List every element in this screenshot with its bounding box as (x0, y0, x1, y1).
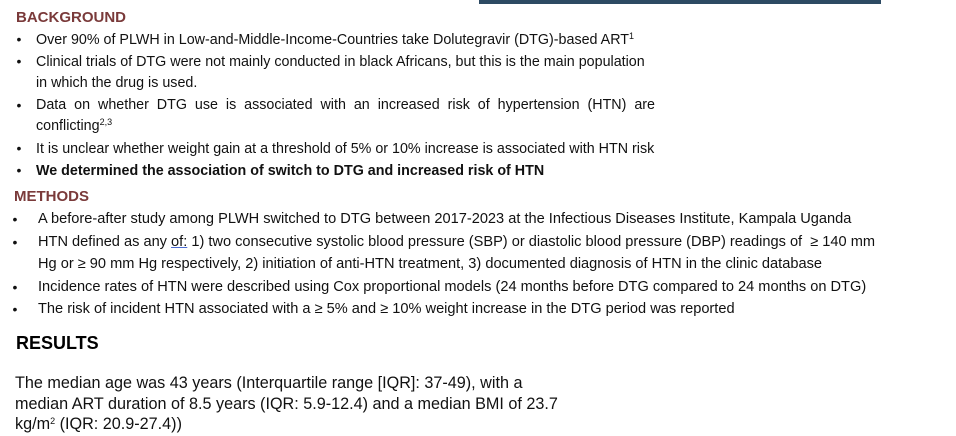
methods-heading: METHODS (14, 188, 89, 205)
bullet-text: Over 90% of PLWH in Low-and-Middle-Income-Countries take Dolutegravir (DTG)-based ART (36, 32, 630, 48)
results-line: The median age was 43 years (Interquartile range [IQR]: 37-49), with a (15, 374, 523, 392)
methods-bullet-2-cont (38, 254, 822, 276)
methods-bullet-1 (38, 209, 851, 231)
results-text: kg/m (15, 415, 51, 433)
bullet-text: Incidence rates of HTN were described using Cox proportional models (24 months before DTG compared to 24 months on DTG) (38, 279, 867, 295)
bullet-text: We determined the association of switch to DTG and increased risk of HTN (36, 163, 545, 179)
bullet-text: Clinical trials of DTG were not mainly conducted in black Africans, but this is the main population (36, 54, 645, 70)
bullet-text: It is unclear whether weight gain at a threshold of 5% or 10% increase is associated with HTN risk (36, 141, 655, 157)
results-line: median ART duration of 8.5 years (IQR: 5.9-12.4) and a median BMI of 23.7 (15, 394, 558, 413)
bullet-text: A before-after study among PLWH switched to DTG between 2017-2023 at the Infectious Diseases Institute, Kampala Uganda (38, 211, 852, 227)
methods-bullet-3 (38, 277, 866, 299)
bullet-icon: • (16, 53, 22, 69)
background-bullet-4 (36, 139, 654, 161)
bullet-text: HTN defined as any (38, 234, 172, 250)
bullet-text: 1) two consecutive systolic blood pressure (SBP) or diastolic blood pressure (DBP) readings of ≥ 140 mm (187, 234, 876, 250)
methods-bullet-2 (38, 232, 875, 254)
bullet-icon: • (16, 97, 22, 113)
background-bullet-3-cont (36, 116, 112, 138)
bullet-text: Data on whether DTG use is associated with an increased risk of hypertension (HTN) are (36, 97, 655, 113)
background-bullet-5 (36, 161, 544, 183)
bullet-icon: • (16, 162, 22, 178)
citation-sup: 1 (629, 31, 635, 41)
results-text: (IQR: 20.9-27.4)) (55, 415, 182, 433)
bullet-icon: • (16, 31, 22, 47)
bullet-icon: • (12, 279, 18, 295)
citation-sup: 2,3 (99, 117, 113, 127)
bullet-icon: • (16, 140, 22, 156)
bullet-text: conflicting (36, 118, 100, 134)
superscript: 2 (50, 416, 56, 426)
results-paragraph (15, 373, 615, 435)
background-bullet-3 (36, 95, 655, 117)
methods-bullet-4 (38, 299, 735, 321)
background-bullet-2 (36, 52, 645, 74)
bullet-text: in which the drug is used. (36, 75, 198, 91)
bullet-icon: • (12, 301, 18, 317)
background-heading: BACKGROUND (16, 9, 126, 26)
underlined-text: of: (171, 234, 188, 250)
results-heading: RESULTS (16, 333, 99, 353)
bullet-text: Hg or ≥ 90 mm Hg respectively, 2) initiation of anti-HTN treatment, 3) documented diagnosis of HTN in the clinic database (38, 256, 822, 272)
bullet-icon: • (12, 211, 18, 227)
background-bullet-2-cont (36, 73, 197, 95)
bullet-text: The risk of incident HTN associated with a ≥ 5% and ≥ 10% weight increase in the DTG period was reported (38, 301, 735, 317)
header-bar (479, 0, 881, 4)
results-line (15, 414, 615, 435)
bullet-icon: • (12, 234, 18, 250)
background-bullet-1 (36, 30, 634, 52)
